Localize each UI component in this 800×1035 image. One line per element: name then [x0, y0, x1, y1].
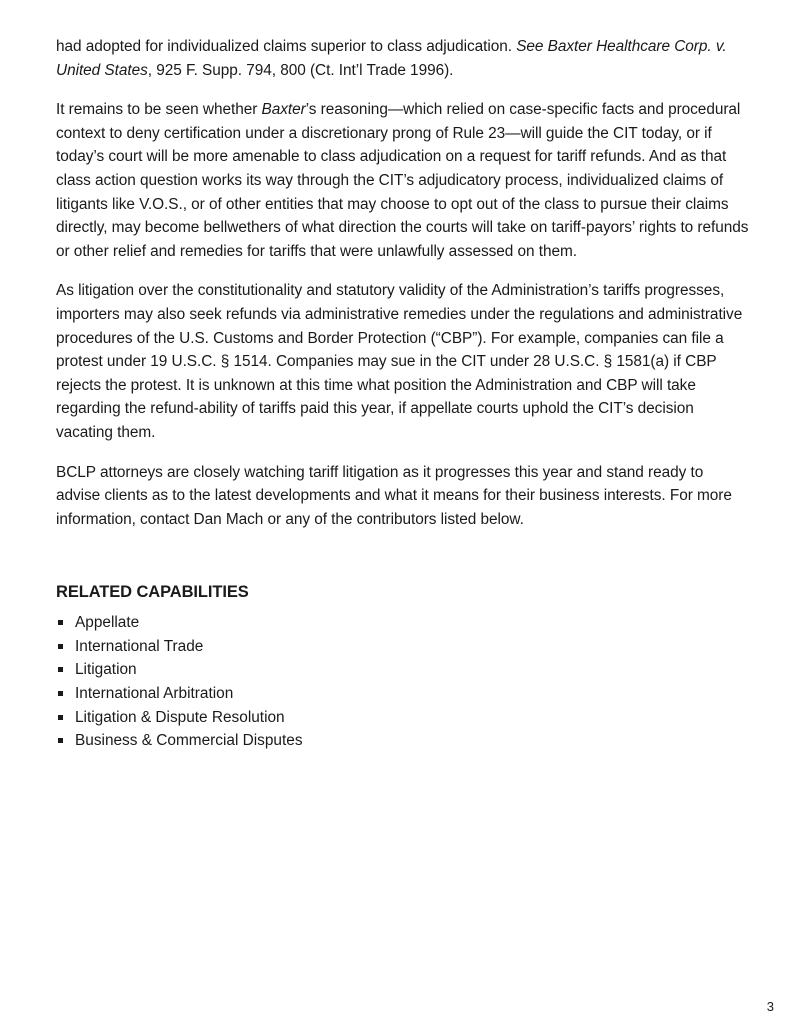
paragraph-2-text-a: It remains to be seen whether	[56, 101, 262, 119]
capability-label: Appellate	[75, 614, 140, 632]
square-bullet-icon	[58, 715, 63, 720]
square-bullet-icon	[58, 644, 63, 649]
list-item	[56, 611, 750, 635]
document-page	[56, 35, 750, 753]
related-capabilities-list	[56, 611, 750, 753]
paragraph-1	[56, 35, 750, 82]
square-bullet-icon	[58, 691, 63, 696]
capability-label: Litigation & Dispute Resolution	[75, 708, 285, 726]
paragraph-2	[56, 98, 750, 263]
list-item	[56, 706, 750, 730]
capability-label: Business & Commercial Disputes	[75, 732, 303, 750]
capability-label: International Arbitration	[75, 685, 234, 703]
square-bullet-icon	[58, 667, 63, 672]
square-bullet-icon	[58, 620, 63, 625]
capability-label: International Trade	[75, 637, 204, 655]
related-capabilities-heading: RELATED CAPABILITIES	[56, 583, 249, 602]
paragraph-1-text-a: had adopted for individualized claims superior to class adjudication.	[56, 38, 517, 55]
list-item	[56, 682, 750, 706]
case-citation-baxter: See Baxter Healthcare Corp. v. United States	[56, 38, 727, 79]
page-number: 3	[766, 999, 774, 1014]
square-bullet-icon	[58, 738, 63, 743]
list-item	[56, 635, 750, 659]
paragraph-1-text-b: , 925 F. Supp. 794, 800 (Ct. Int’l Trade 1996).	[147, 61, 454, 79]
list-item	[56, 658, 750, 682]
list-item	[56, 729, 750, 753]
paragraph-3: As litigation over the constitutionality and statutory validity of the Administration’s tariffs progresses, importers may also seek refunds via administrative remedies under the regulations and administrative procedures of the U.S. Customs and Border Protection (“CBP”). For example, companies can file a protest under 19 U.S.C. § 1514. Companies may sue in the CIT under 28 U.S.C. § 1581(a) if CBP rejects the protest. It is unknown at this time what position the Administration and CBP will take regarding the refund-ability of tariffs paid this year, if appellate courts uphold the CIT’s decision vacating them.	[56, 282, 743, 441]
case-name-baxter: Baxter	[261, 101, 306, 119]
paragraph-4: BCLP attorneys are closely watching tariff litigation as it progresses this year and stand ready to advise clients as to the latest developments and what it means for their business interests. For more information, contact Dan Mach or any of the contributors listed below.	[56, 463, 732, 528]
capability-label: Litigation	[75, 661, 137, 679]
paragraph-2-text-b: ’s reasoning—which relied on case-specific facts and procedural context to deny certification under a discretionary prong of Rule 23—will guide the CIT today, or if today’s court will be more amenable to class adjudication on a request for tariff refunds. And as that class action question works its way through the CIT’s adjudicatory process, individualized claims of litigants like V.O.S., or of other entities that may choose to opt out of the class to pursue their claims directly, may become bellwethers of what direction the courts will take on tariff-payors’ rights to refunds or other relief and remedies for tariffs that were unlawfully assessed on them.	[56, 101, 749, 260]
